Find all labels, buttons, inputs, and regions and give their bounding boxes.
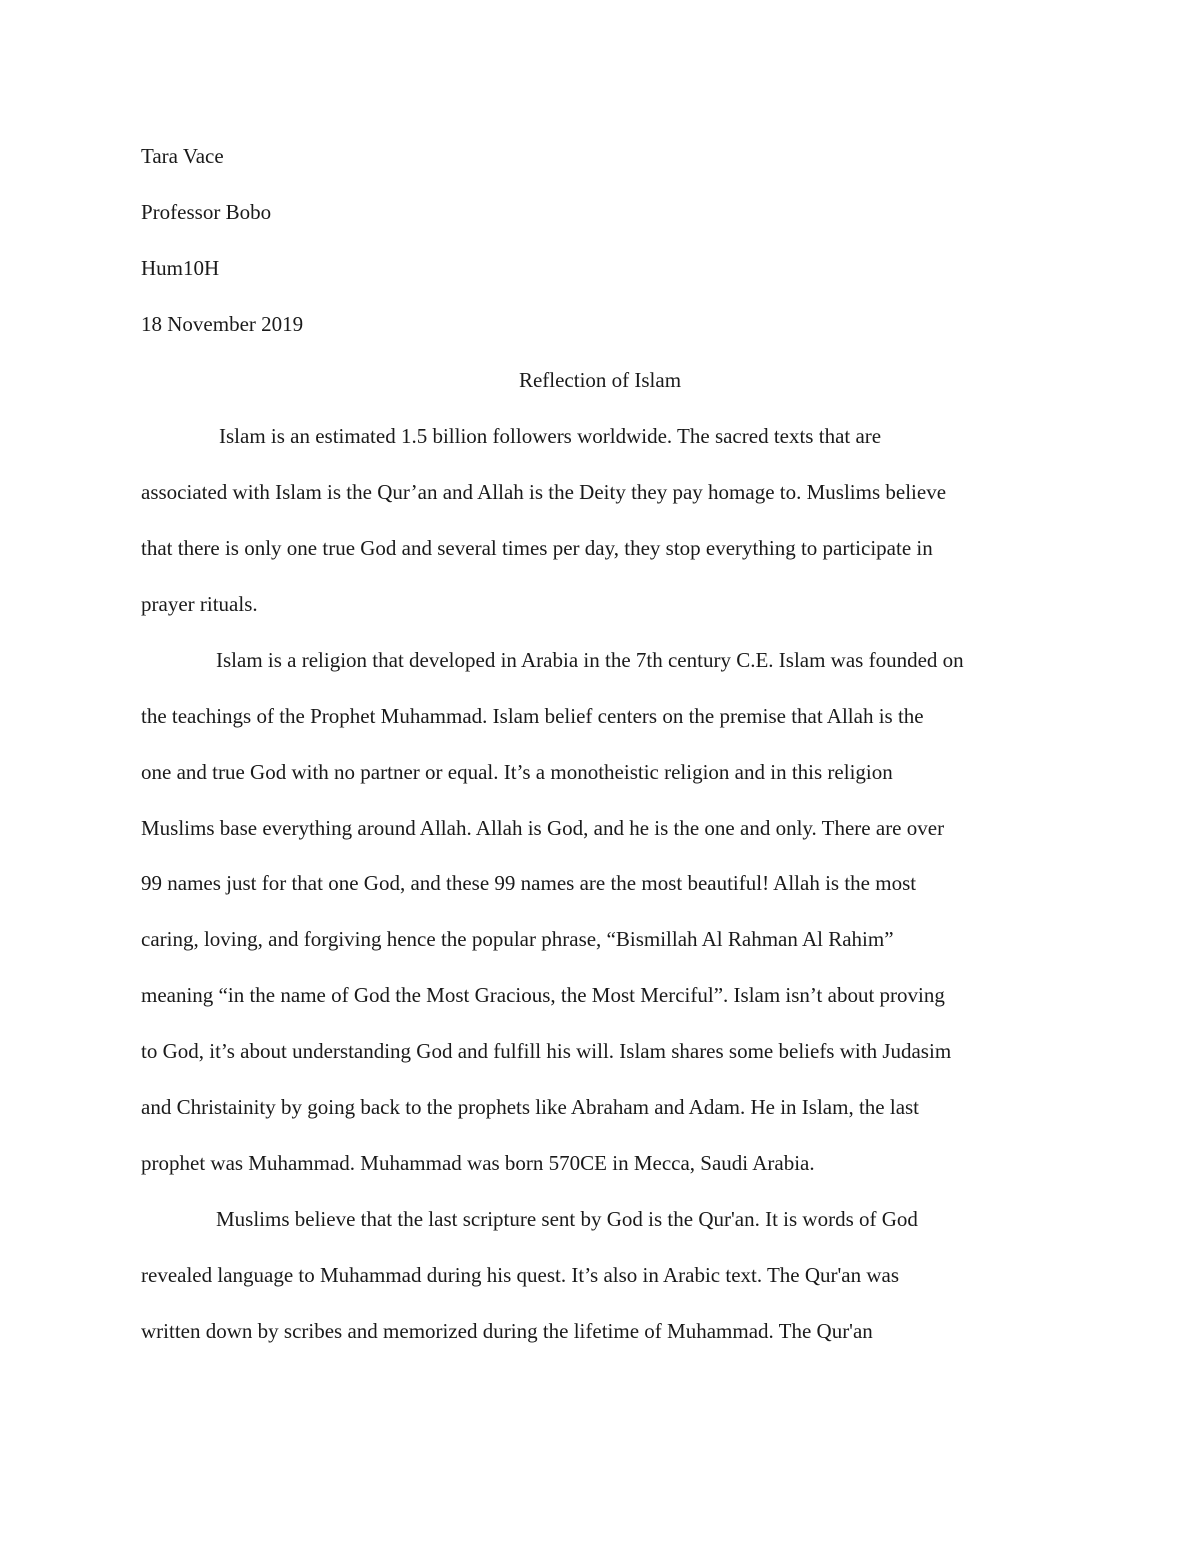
document-title: Reflection of Islam xyxy=(518,368,682,392)
paragraph-line: Muslims base everything around Allah. Allah is God, and he is the one and only. There are over xyxy=(141,816,945,840)
paragraph-line: Muslims believe that the last scripture sent by God is the Qur'an. It is words of God xyxy=(216,1207,918,1231)
paragraph-line: caring, loving, and forgiving hence the popular phrase, “Bismillah Al Rahman Al Rahim” xyxy=(141,927,894,951)
paragraph-line: to God, it’s about understanding God and fulfill his will. Islam shares some beliefs with Judasim xyxy=(141,1039,952,1063)
author-name: Tara Vace xyxy=(141,144,224,168)
paragraph-line: the teachings of the Prophet Muhammad. Islam belief centers on the premise that Allah is the xyxy=(141,704,924,728)
paragraph-line: that there is only one true God and several times per day, they stop everything to participate in xyxy=(141,536,933,560)
document-date: 18 November 2019 xyxy=(141,312,304,336)
paragraph-line: meaning “in the name of God the Most Gracious, the Most Merciful”. Islam isn’t about proving xyxy=(141,983,945,1007)
course-code: Hum10H xyxy=(141,256,220,280)
paragraph-line: associated with Islam is the Qur’an and Allah is the Deity they pay homage to. Muslims believe xyxy=(141,480,947,504)
paragraph-line: one and true God with no partner or equal. It’s a monotheistic religion and in this religion xyxy=(141,760,893,784)
professor-name: Professor Bobo xyxy=(141,200,272,224)
paragraph-line: prayer rituals. xyxy=(141,592,258,616)
paragraph-line: revealed language to Muhammad during his quest. It’s also in Arabic text. The Qur'an was xyxy=(141,1263,900,1287)
paragraph-line: prophet was Muhammad. Muhammad was born 570CE in Mecca, Saudi Arabia. xyxy=(141,1151,815,1175)
paragraph-line: Islam is a religion that developed in Arabia in the 7th century C.E. Islam was founded on xyxy=(216,648,964,672)
paragraph-line: written down by scribes and memorized during the lifetime of Muhammad. The Qur'an xyxy=(141,1319,873,1343)
paragraph-line: Islam is an estimated 1.5 billion followers worldwide. The sacred texts that are xyxy=(219,424,882,448)
paragraph-line: 99 names just for that one God, and these 99 names are the most beautiful! Allah is the most xyxy=(141,871,917,895)
paragraph-line: and Christainity by going back to the prophets like Abraham and Adam. He in Islam, the last xyxy=(141,1095,920,1119)
